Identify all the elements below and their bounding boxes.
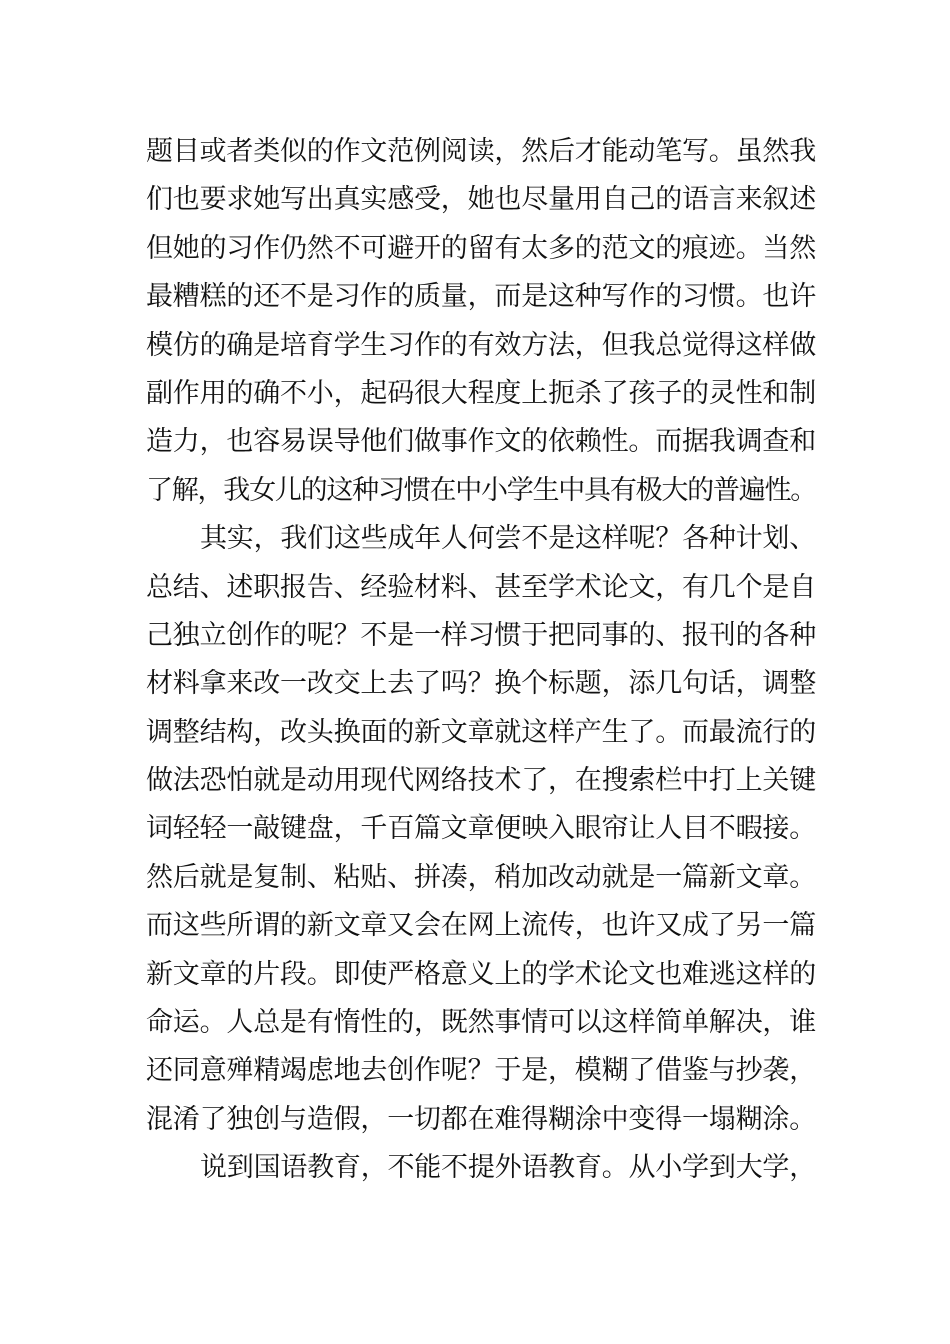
paragraph-start-line: 其实，我们这些成年人何尝不是这样呢？各种计划、 (200, 523, 816, 555)
text-line: 模仿的确是培育学生习作的有效方法，但我总觉得这样做 (146, 329, 816, 361)
text-line: 总结、述职报告、经验材料、甚至学术论文，有几个是自 (146, 571, 816, 603)
text-line: 命运。人总是有惰性的，既然事情可以这样简单解决，谁 (146, 1007, 816, 1039)
text-line: 而这些所谓的新文章又会在网上流传，也许又成了另一篇 (146, 910, 816, 942)
text-line: 题目或者类似的作文范例阅读，然后才能动笔写。虽然我 (146, 136, 816, 167)
text-line: 最糟糕的还不是习作的质量，而是这种写作的习惯。也许 (146, 281, 816, 313)
text-line: 了解，我女儿的这种习惯在中小学生中具有极大的普遍性。 (146, 474, 816, 506)
text-line: 还同意殚精竭虑地去创作呢？于是，模糊了借鉴与抄袭， (146, 1055, 816, 1087)
text-line: 副作用的确不小，起码很大程度上扼杀了孩子的灵性和制 (146, 377, 816, 409)
body-text (146, 128, 816, 1193)
text-line: 做法恐怕就是动用现代网络技术了，在搜索栏中打上关键 (146, 765, 816, 797)
paragraph-start-line: 说到国语教育，不能不提外语教育。从小学到大学， (200, 1152, 816, 1184)
text-line: 们也要求她写出真实感受，她也尽量用自己的语言来叙述 (146, 184, 816, 216)
text-line: 但她的习作仍然不可避开的留有太多的范文的痕迹。当然 (146, 232, 816, 264)
text-line: 词轻轻一敲键盘，千百篇文章便映入眼帘让人目不暇接。 (146, 813, 816, 845)
text-line: 调整结构，改头换面的新文章就这样产生了。而最流行的 (146, 716, 816, 748)
text-line: 造力，也容易误导他们做事作文的依赖性。而据我调查和 (146, 426, 816, 458)
text-line: 材料拿来改一改交上去了吗？换个标题，添几句话，调整 (146, 668, 816, 700)
text-line: 混淆了独创与造假，一切都在难得糊涂中变得一塌糊涂。 (146, 1103, 816, 1135)
text-line: 己独立创作的呢？不是一样习惯于把同事的、报刊的各种 (146, 619, 816, 651)
text-line: 然后就是复制、粘贴、拼凑，稍加改动就是一篇新文章。 (146, 861, 816, 893)
text-line: 新文章的片段。即使严格意义上的学术论文也难逃这样的 (146, 958, 816, 990)
